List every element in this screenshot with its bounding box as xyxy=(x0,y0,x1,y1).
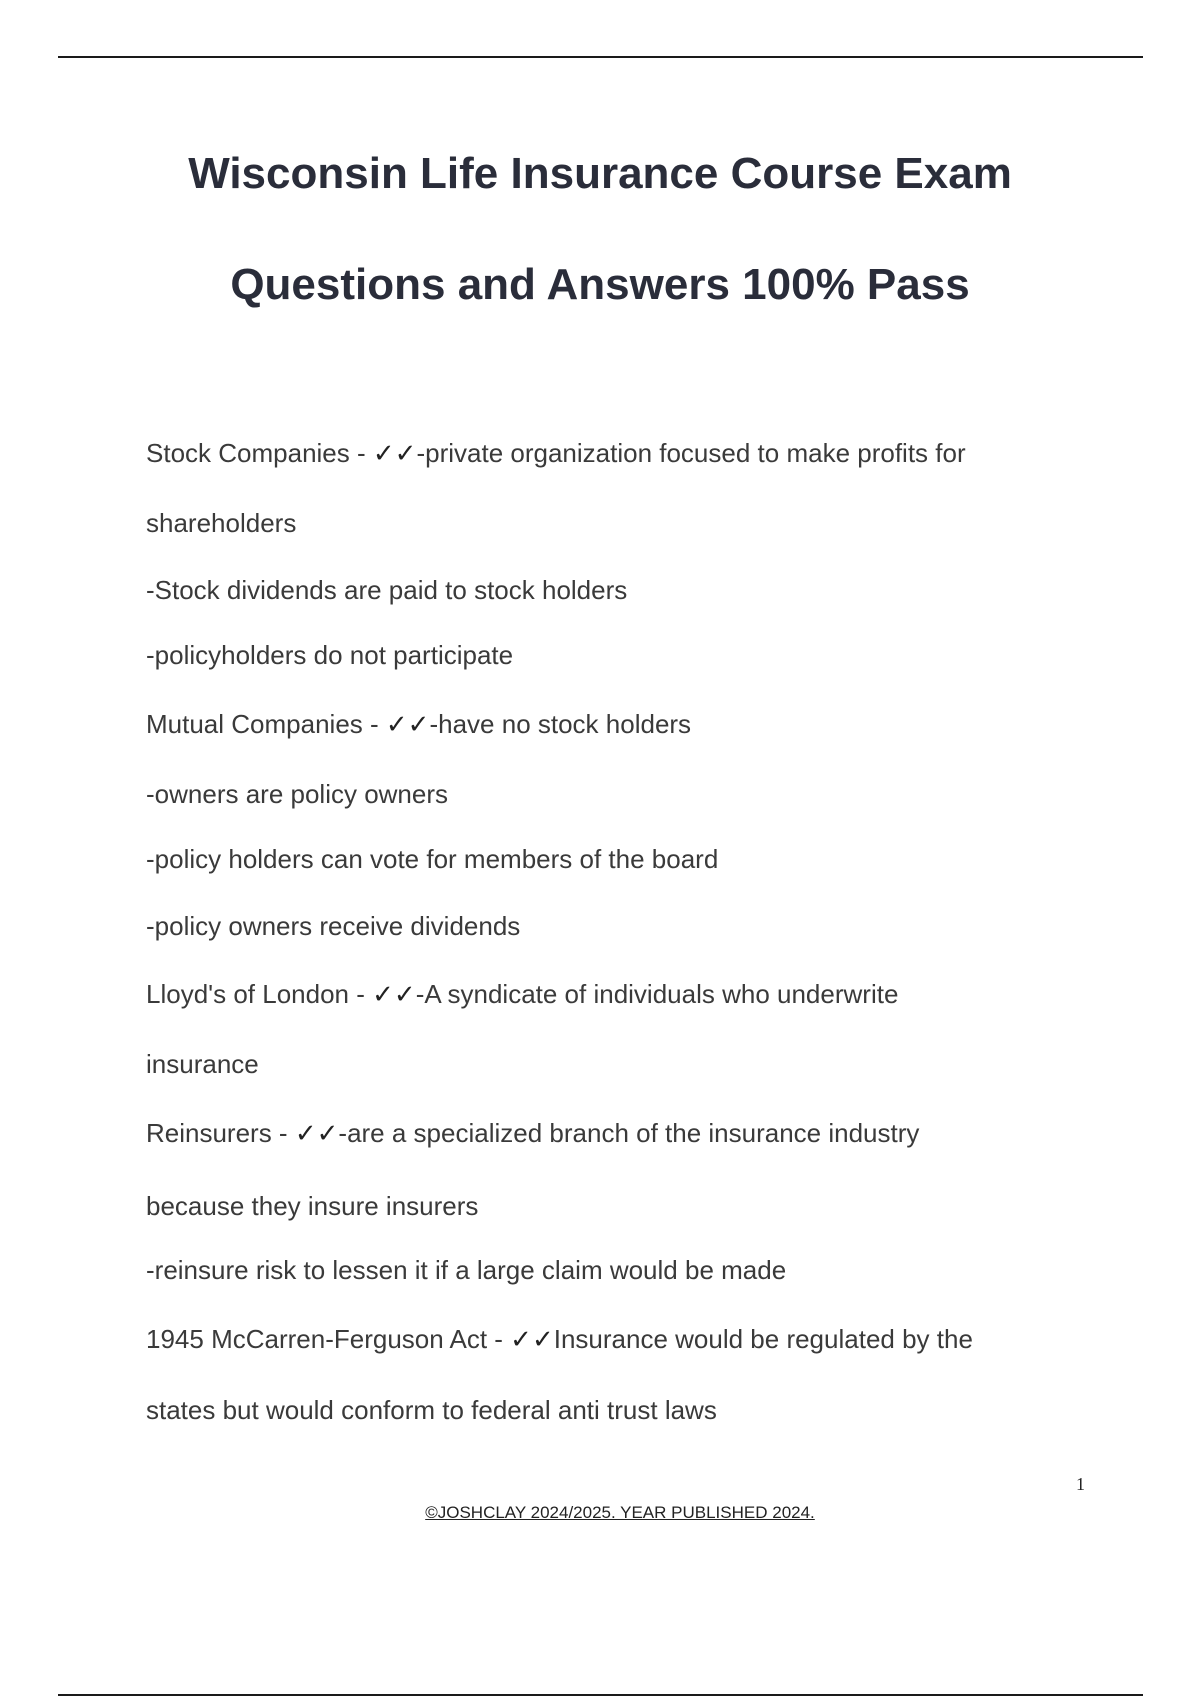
body-line xyxy=(146,910,520,942)
line-text: -policy holders can vote for members of the board xyxy=(146,844,719,874)
body-line xyxy=(146,1190,478,1222)
line-text: -owners are policy owners xyxy=(146,779,449,809)
document-title-line-1: Wisconsin Life Insurance Course Exam xyxy=(188,149,1012,198)
line-text: -policyholders do not participate xyxy=(146,640,514,670)
line-term: Mutual Companies - xyxy=(146,709,386,739)
line-term: Lloyd's of London - xyxy=(146,979,373,1009)
body-line xyxy=(146,778,448,810)
line-text: because they insure insurers xyxy=(146,1191,479,1221)
body-line xyxy=(146,1394,717,1426)
line-text: Insurance would be regulated by the xyxy=(553,1324,973,1354)
body-line xyxy=(146,1323,973,1356)
double-check-icon: ✓✓ xyxy=(510,1325,554,1355)
body-line xyxy=(146,574,627,606)
document-body xyxy=(146,0,1096,1440)
double-check-icon: ✓✓ xyxy=(372,980,416,1010)
double-check-icon: ✓✓ xyxy=(385,710,430,740)
copyright-footer: ©JOSHCLAY 2024/2025. YEAR PUBLISHED 2024. xyxy=(425,1503,815,1522)
body-line xyxy=(146,507,296,539)
body-line xyxy=(146,437,966,470)
document-title-line-2: Questions and Answers 100% Pass xyxy=(230,260,970,309)
line-text: -policy owners receive dividends xyxy=(146,911,521,941)
line-term: 1945 McCarren-Ferguson Act - xyxy=(146,1324,511,1354)
line-text: -have no stock holders xyxy=(429,709,692,739)
body-line xyxy=(146,1048,259,1080)
body-line xyxy=(146,843,718,875)
line-text: shareholders xyxy=(146,508,297,538)
bottom-rule xyxy=(58,1694,1143,1696)
line-term: Reinsurers - xyxy=(146,1118,295,1148)
line-text: -reinsure risk to lessen it if a large claim would be made xyxy=(146,1255,787,1285)
line-term: Stock Companies - xyxy=(146,438,373,468)
double-check-icon: ✓✓ xyxy=(372,439,417,469)
line-text: states but would conform to federal anti trust laws xyxy=(146,1395,717,1425)
page-number: 1 xyxy=(1076,1474,1085,1494)
body-line xyxy=(146,708,691,741)
line-text: -A syndicate of individuals who underwrite xyxy=(415,979,899,1009)
body-line xyxy=(146,1117,919,1150)
body-line xyxy=(146,1254,786,1286)
body-line xyxy=(146,978,898,1011)
line-text: -are a specialized branch of the insurance industry xyxy=(338,1118,920,1148)
double-check-icon: ✓✓ xyxy=(294,1119,339,1149)
line-text: -Stock dividends are paid to stock holders xyxy=(146,575,628,605)
line-text: insurance xyxy=(146,1049,259,1079)
body-line xyxy=(146,639,513,671)
line-text: -private organization focused to make profits for xyxy=(416,438,966,468)
